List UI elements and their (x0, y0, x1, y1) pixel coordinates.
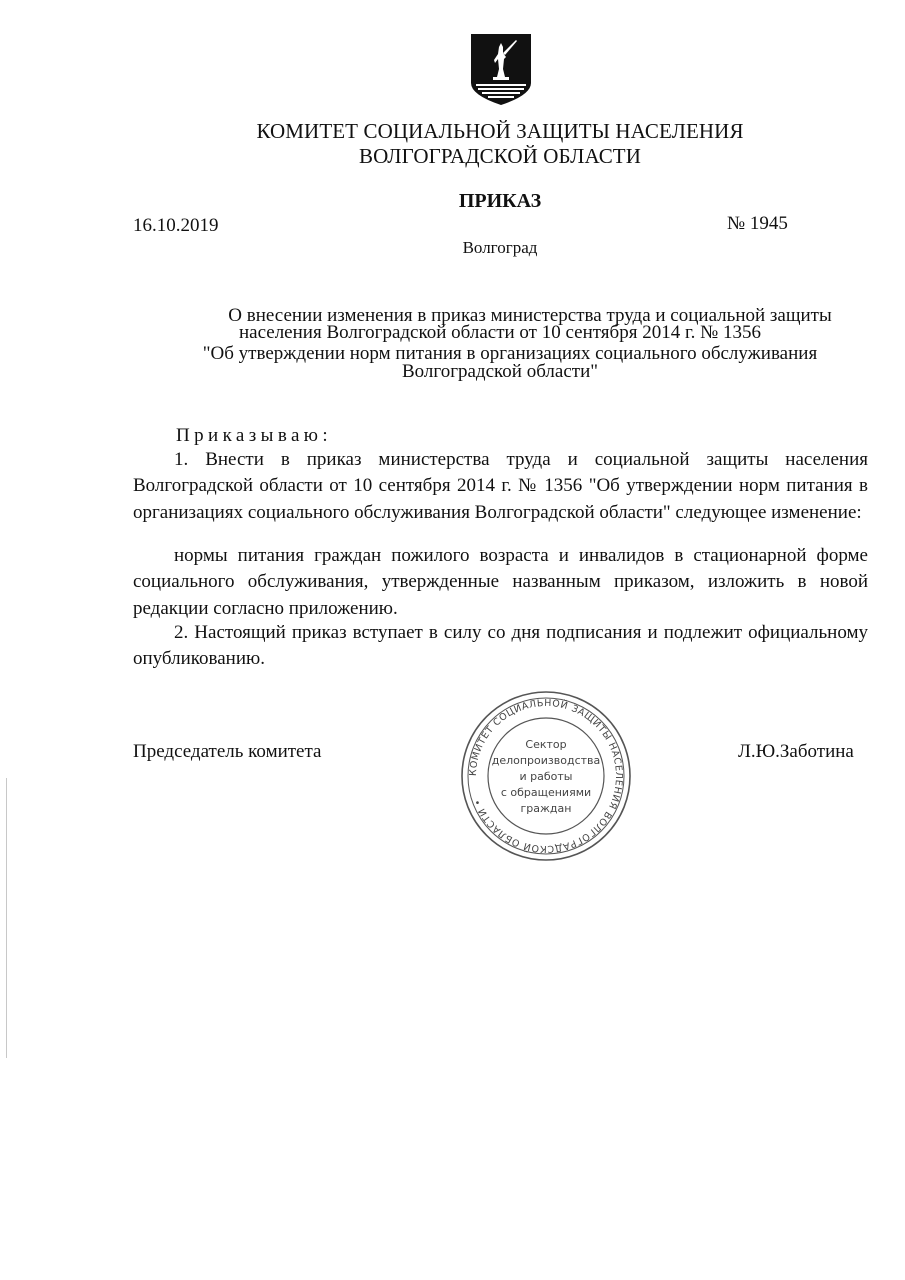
paragraph-1: 1. Внести в приказ министерства труда и социальной защиты населения Волгоградской области от 10 сентября 2014 г. № 1356 "Об утверждении норм питания в организациях социального обслуживания Волгоградской области" следующее изменение: (133, 449, 868, 523)
stamp-center-line: с обращениями (500, 786, 592, 799)
signer-name: Л.Ю.Заботина (738, 741, 854, 762)
order-number: № 1945 (727, 213, 788, 234)
order-title: ПРИКАЗ (458, 190, 542, 212)
decree-word: Приказываю: (176, 425, 333, 446)
stamp-center-line: граждан (520, 802, 572, 815)
scan-margin-line (6, 778, 7, 1058)
committee-name-line1: КОМИТЕТ СОЦИАЛЬНОЙ ЗАЩИТЫ НАСЕЛЕНИЯ (256, 119, 744, 143)
stamp-center-line: Сектор (525, 738, 567, 751)
committee-name-line2: ВОЛГОГРАДСКОЙ ОБЛАСТИ (358, 144, 641, 168)
order-city: Волгоград (462, 238, 538, 257)
paragraph-2: 2. Настоящий приказ вступает в силу со дня подписания и подлежит официальному опубликованию. (133, 622, 868, 670)
subject-line: Волгоградской области" (401, 361, 598, 382)
subject-line: населения Волгоградской области от 10 сентября 2014 г. № 1356 (239, 322, 761, 343)
order-date: 16.10.2019 (133, 215, 219, 236)
paragraph-amendment: нормы питания граждан пожилого возраста и инвалидов в стационарной форме социального обслуживания, утвержденные названным приказом, изложить в новой редакции согласно приложению. (133, 545, 868, 619)
stamp-center-line: и работы (519, 770, 573, 783)
official-stamp (458, 688, 634, 864)
subject-line: "Об утверждении норм питания в организациях социального обслуживания (202, 343, 818, 364)
subject-line: О внесении изменения в приказ министерства труда и социальной защиты (228, 305, 832, 326)
stamp-center-line: делопроизводства (491, 754, 601, 767)
stamp-ring-text: КОМИТЕТ СОЦИАЛЬНОЙ ЗАЩИТЫ НАСЕЛЕНИЯ ВОЛГОГРАДСКОЙ ОБЛАСТИ • (467, 697, 625, 855)
signer-title: Председатель комитета (133, 741, 322, 762)
coat-of-arms-icon (470, 33, 532, 106)
